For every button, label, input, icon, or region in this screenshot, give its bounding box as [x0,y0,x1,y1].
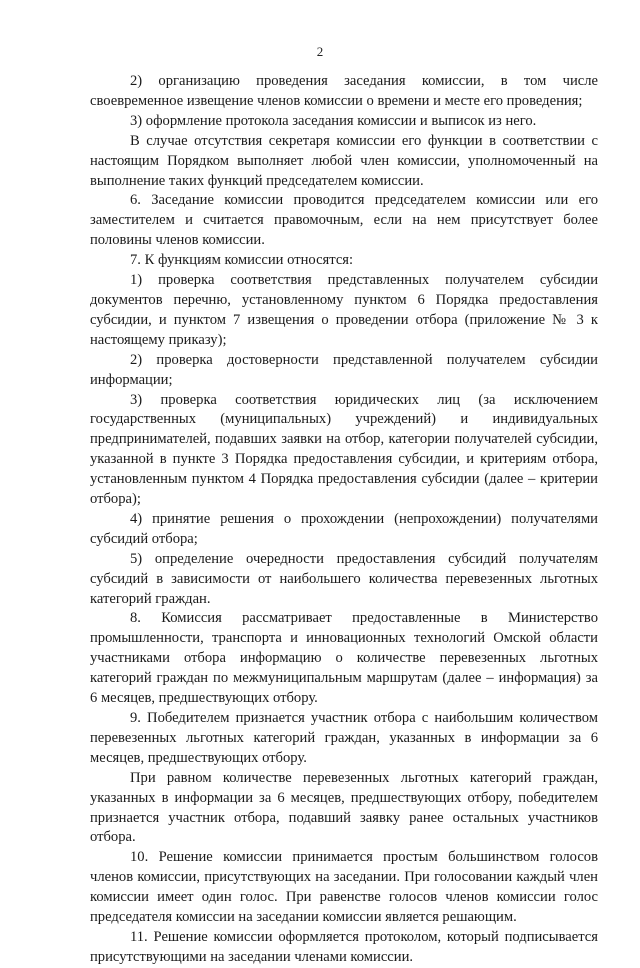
document-body [90,72,598,968]
paragraph: 11. Решение комиссии оформляется протоколом, который подписывается присутствующими на заседании членами комиссии. [90,928,598,965]
paragraph: 2) организацию проведения заседания комиссии, в том числе своевременное извещение членов комиссии о времени и месте его проведения; [90,73,598,109]
paragraph: 5) определение очередности предоставления субсидий получателям субсидий в зависимости от наибольшего количества перевезенных льготных категорий граждан. [90,550,598,607]
paragraph: 8. Комиссия рассматривает предоставленные в Министерство промышленности, транспорта и инновационных технологий Омской области участниками отбора информацию о количестве перевезенных льготных категорий граждан по межмуниципальным маршрутам (далее – информация) за 6 месяцев, предшествующих отбору. [90,610,598,707]
paragraph: 2) проверка достоверности представленной получателем субсидии информации; [90,351,598,388]
paragraph: 1) проверка соответствия представленных получателем субсидии документов перечню, установленному пунктом 6 Порядка предоставления субсидии, и пунктом 7 извещения о проведении отбора (приложение № 3 к настоящему приказу); [90,272,598,348]
paragraph: 4) принятие решения о прохождении (непрохождении) получателями субсидий отбора; [90,510,598,547]
paragraph: 10. Решение комиссии принимается простым большинством голосов членов комиссии, присутствующих на заседании. При голосовании каждый член комиссии имеет один голос. При равенстве голосов членов комиссии голос председателя комиссии на заседании комиссии является решающим. [90,849,598,926]
page-number: 2 [316,44,324,59]
paragraph: 3) проверка соответствия юридических лиц (за исключением государственных (муниципальных) учреждений) и индивидуальных предпринимателей, подавших заявки на отбор, категории получателей субсидии, указанной в пункте 3 Порядка предоставления субсидии, и критериям отбора, установленным пунктом 4 Порядка предоставления субсидии (далее – критерии отбора); [90,391,598,508]
paragraph: В случае отсутствия секретаря комиссии его функции в соответствии с настоящим Порядком выполняет любой член комиссии, уполномоченный на выполнение таких функций председателем комиссии. [90,132,598,189]
paragraph: 9. Победителем признается участник отбора с наибольшим количеством перевезенных льготных категорий граждан, указанных в информации за 6 месяцев, предшествующих отбору. [90,710,598,766]
paragraph: 3) оформление протокола заседания комиссии и выписок из него. [130,112,537,129]
paragraph: 6. Заседание комиссии проводится председателем комиссии или его заместителем и считается правомочным, если на нем присутствует более половины членов комиссии. [90,192,598,249]
paragraph: При равном количестве перевезенных льготных категорий граждан, указанных в информации за 6 месяцев, предшествующих отбору, победителем признается участник отбора, подавший заявку ранее остальных участников отбора. [90,769,598,846]
paragraph: 7. К функциям комиссии относятся: [130,252,354,269]
